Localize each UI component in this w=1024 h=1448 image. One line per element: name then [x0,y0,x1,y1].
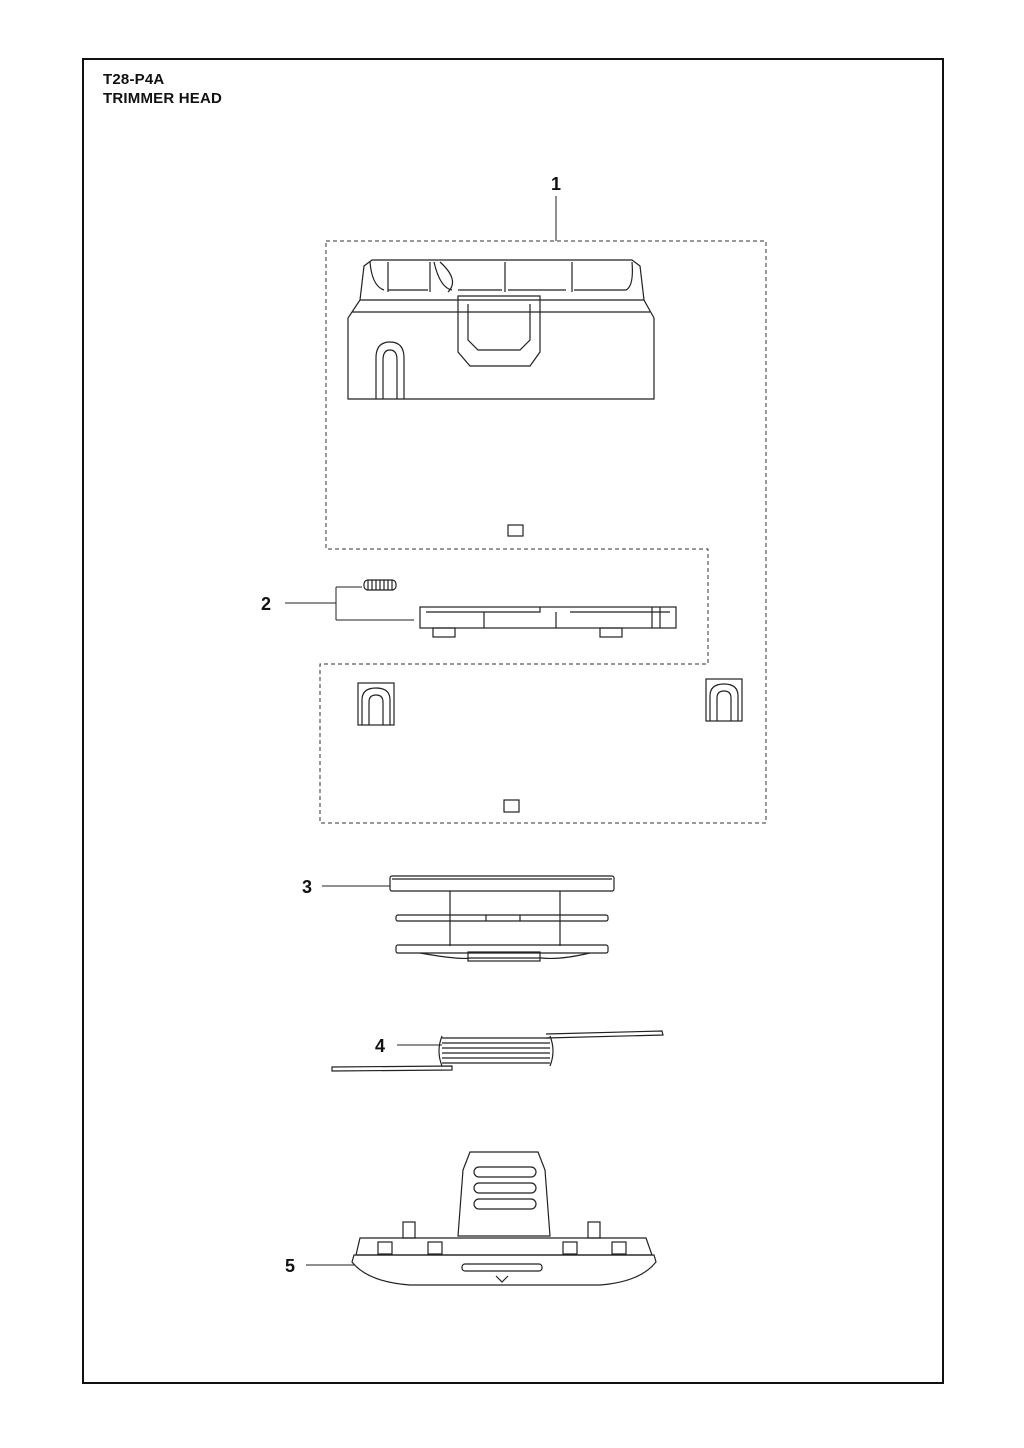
callout-bracket-2 [285,587,414,620]
drawing-code: T28-P4A [103,71,165,88]
callout-3: 3 [302,877,313,897]
callout-4: 4 [375,1036,386,1056]
left-latch-part [358,683,394,725]
spool-part [390,876,614,961]
base-housing-part [352,1152,656,1285]
button-part [420,607,676,637]
drawing-title: TRIMMER HEAD [103,90,223,107]
callout-1: 1 [551,174,562,194]
cover-latch-small [508,525,523,536]
assembly-boundary [320,241,766,823]
lower-latch-small [504,800,519,812]
callout-2: 2 [261,594,272,614]
right-latch-part [706,679,742,721]
callout-5: 5 [285,1256,296,1276]
spring-part [364,580,396,590]
cover-part [348,260,654,399]
